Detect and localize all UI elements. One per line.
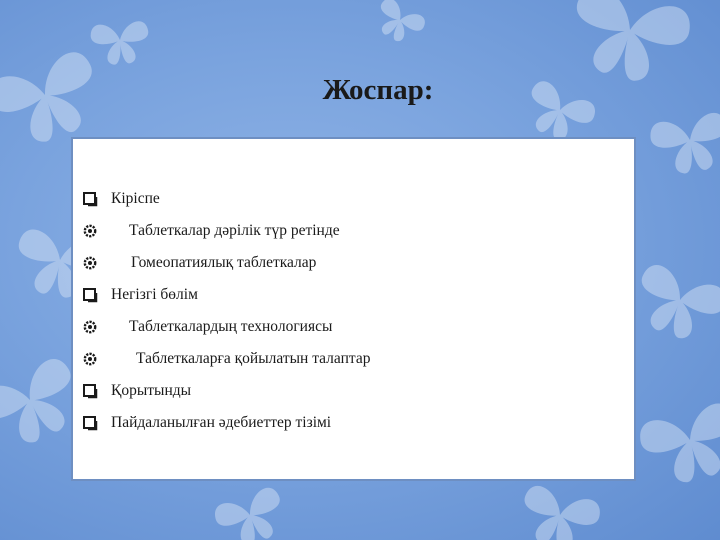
butterfly-icon — [212, 485, 292, 540]
list-item-text: Қорытынды — [111, 382, 192, 399]
butterfly-icon — [369, 0, 428, 49]
list-item — [81, 379, 191, 403]
butterfly-icon — [90, 20, 151, 66]
butterfly-icon — [627, 261, 720, 349]
list-item-text: Кіріспе — [111, 190, 160, 207]
list-item — [81, 283, 198, 307]
butterfly-icon — [515, 483, 604, 540]
list-item-text: Пайдаланылған әдебиеттер тізімі — [111, 414, 332, 431]
checkbox-icon — [81, 414, 99, 432]
content-box — [71, 137, 636, 481]
butterfly-icon — [636, 400, 720, 491]
list-item — [81, 411, 331, 435]
list-item-text: Таблеткаларға қойылатын талаптар — [136, 350, 371, 367]
checkbox-icon — [81, 190, 99, 208]
list-item — [81, 251, 316, 275]
gear-icon — [81, 254, 99, 272]
list-item-text: Таблеткалардың технологиясы — [129, 318, 333, 335]
list-item — [81, 187, 160, 211]
slide-title: Жоспар: — [322, 74, 434, 106]
list-item — [81, 347, 370, 371]
gear-icon — [81, 318, 99, 336]
checkbox-icon — [81, 382, 99, 400]
gear-icon — [81, 350, 99, 368]
list-item — [81, 219, 340, 243]
gear-icon — [81, 222, 99, 240]
list-item-text: Таблеткалар дәрілік түр ретінде — [129, 222, 340, 239]
list-item-text: Негізгі бөлім — [111, 286, 198, 303]
list-item-text: Гомеопатиялық таблеткалар — [131, 254, 317, 271]
checkbox-icon — [81, 286, 99, 304]
list-item — [81, 315, 332, 339]
butterfly-icon — [648, 111, 720, 178]
